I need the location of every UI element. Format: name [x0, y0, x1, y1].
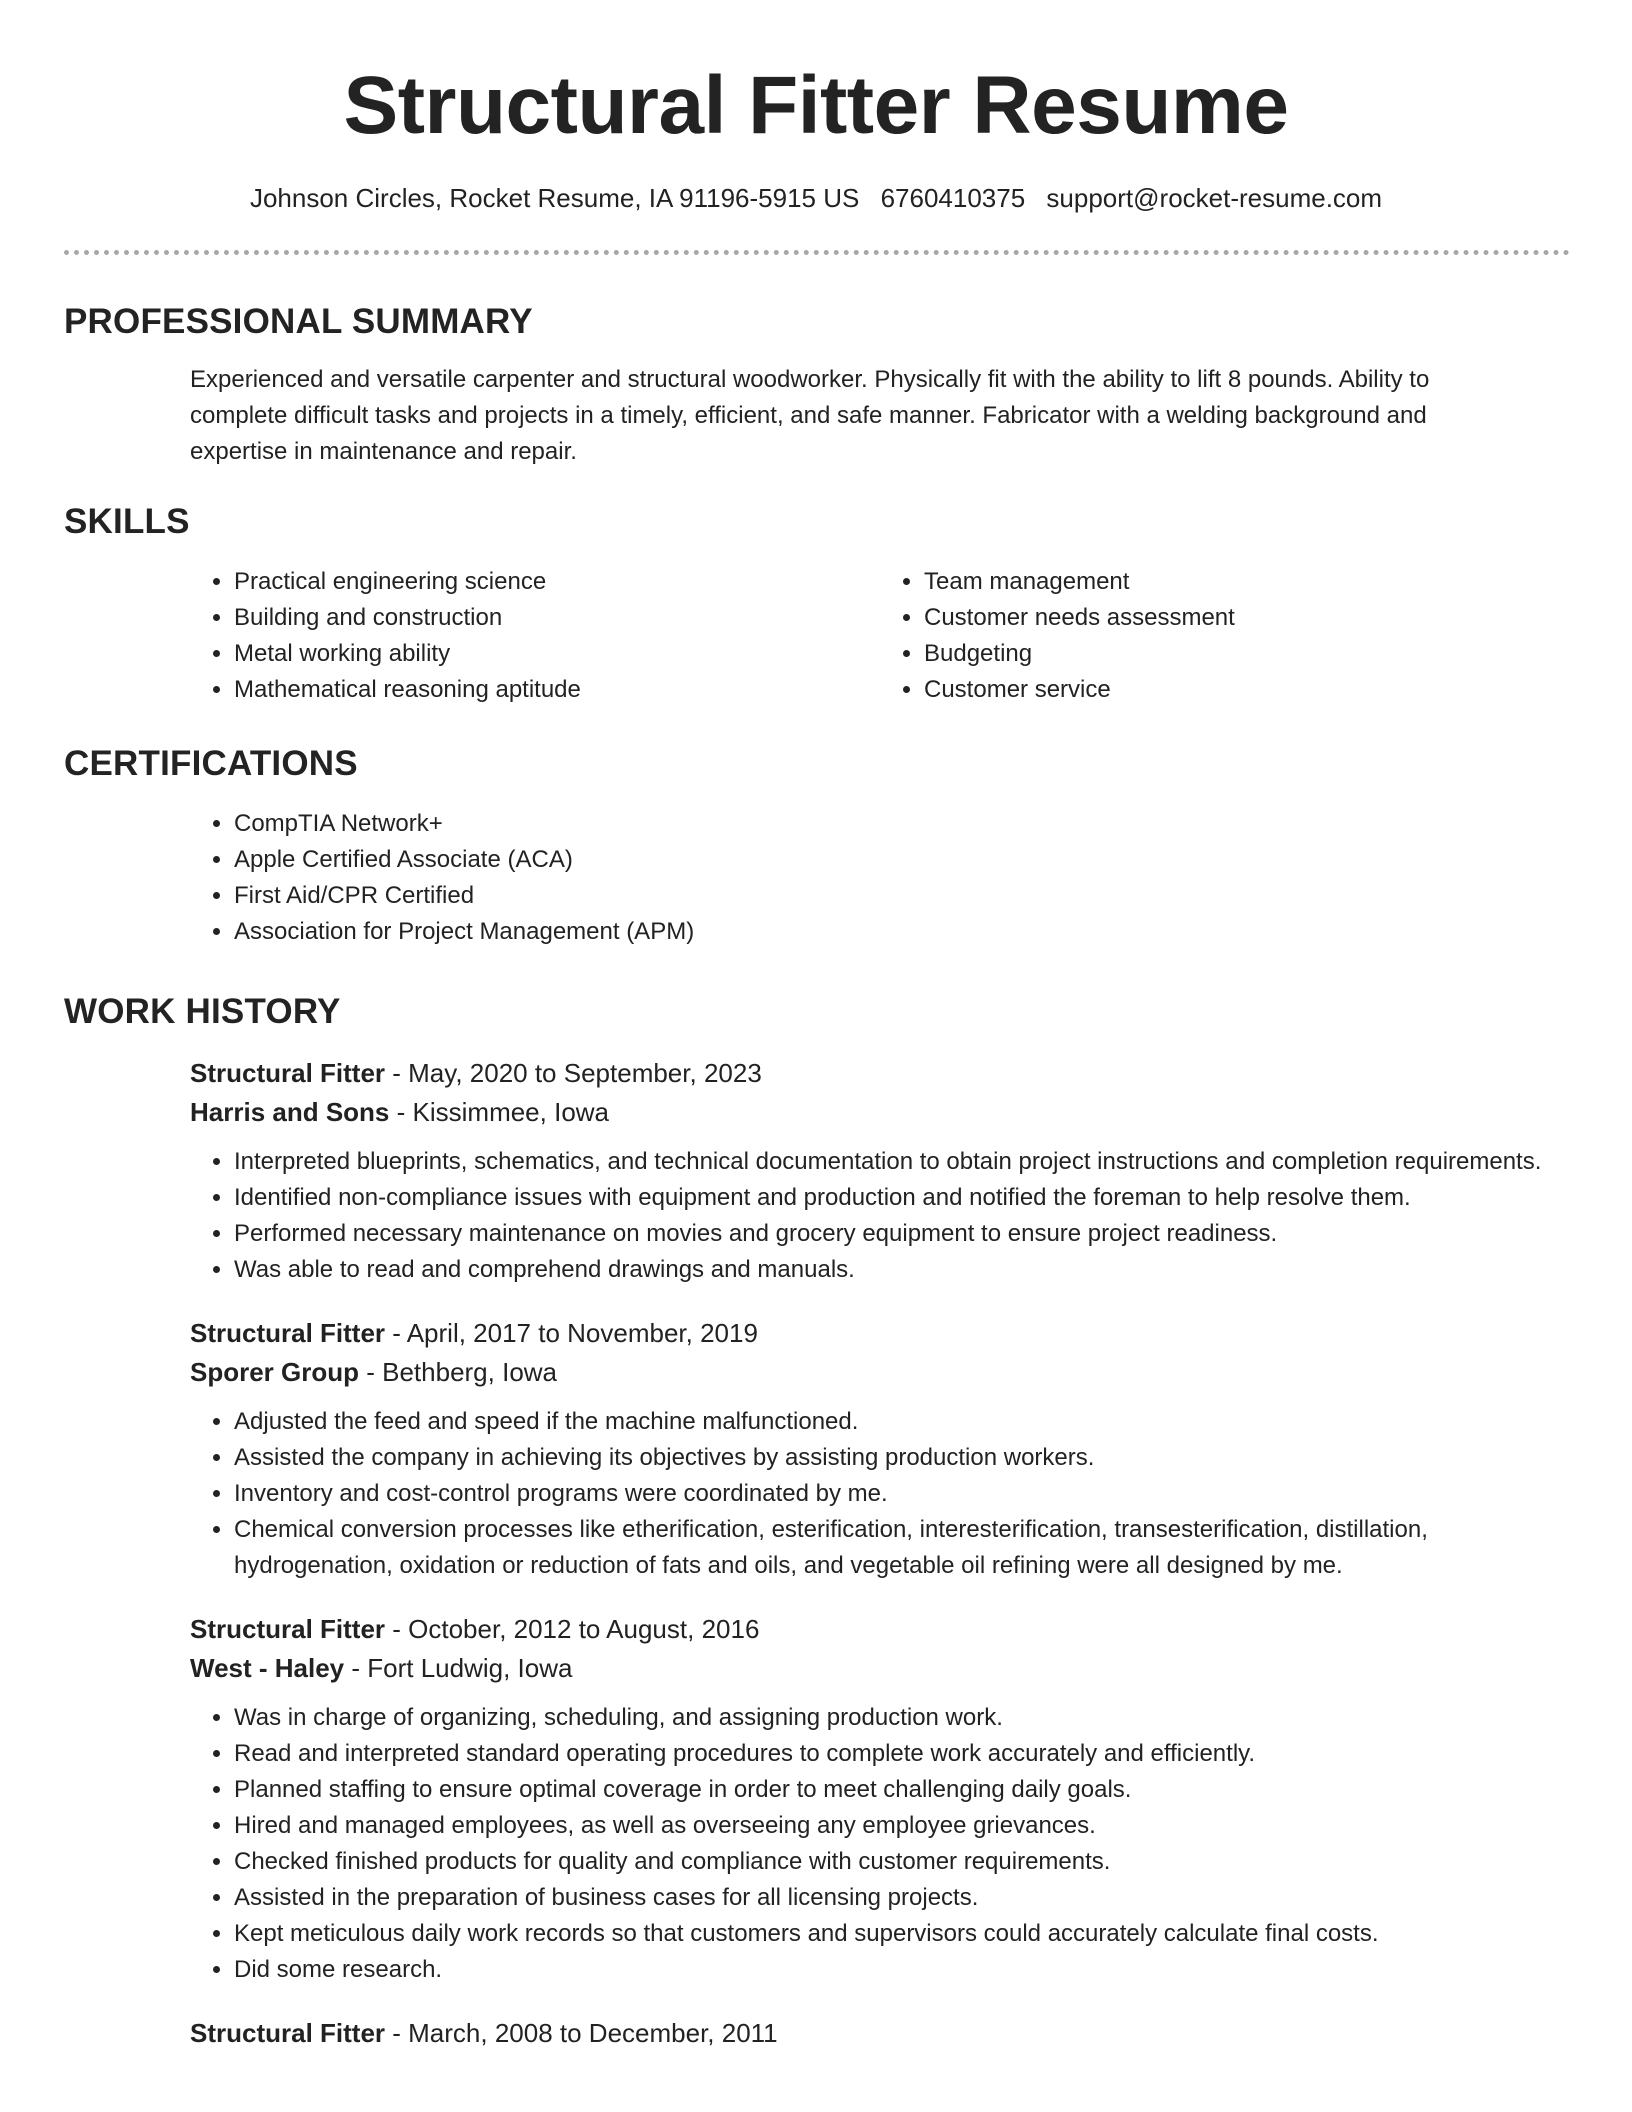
- job-title: Structural Fitter: [190, 1614, 386, 1644]
- job-bullet: • Performed necessary maintenance on movies and grocery equipment to ensure project readiness.: [234, 1216, 1570, 1252]
- certifications-heading: CERTIFICATIONS: [64, 744, 358, 783]
- skill-item: • Building and construction: [234, 600, 880, 636]
- job-bullet: • Read and interpreted standard operating procedures to complete work accurately and efficiently.: [234, 1736, 1570, 1772]
- skill-item: • Customer needs assessment: [924, 600, 1570, 636]
- job-dates: - October, 2012 to August, 2016: [385, 1614, 760, 1644]
- job-location: - Bethberg, Iowa: [359, 1357, 558, 1387]
- job-title-line: [190, 1314, 1570, 1353]
- job-bullet: • Identified non-compliance issues with equipment and production and notified the foreman to help resolve them.: [234, 1180, 1570, 1216]
- job-bullet: • Adjusted the feed and speed if the machine malfunctioned.: [234, 1404, 1570, 1440]
- job-company-line: [190, 1093, 1570, 1132]
- job-location: - Fort Ludwig, Iowa: [344, 1653, 573, 1683]
- job-dates: - March, 2008 to December, 2011: [385, 2018, 778, 2048]
- skills-section: [64, 492, 1570, 708]
- job-bullet: • Assisted the company in achieving its objectives by assisting production workers.: [234, 1440, 1570, 1476]
- job-bullet: • Assisted in the preparation of business cases for all licensing projects.: [234, 1880, 1570, 1916]
- contact-address: Johnson Circles, Rocket Resume, IA 91196-5915 US: [249, 183, 860, 213]
- job-bullet: • Did some research.: [234, 1952, 1570, 1988]
- job-bullet: • Planned staffing to ensure optimal coverage in order to meet challenging daily goals.: [234, 1772, 1570, 1808]
- job-title-line: [190, 1054, 1570, 1093]
- skills-heading: SKILLS: [64, 502, 190, 541]
- job-title-line: [190, 2014, 1570, 2053]
- job-title: Structural Fitter: [190, 1058, 386, 1088]
- resume-body: [64, 292, 1570, 2053]
- work-history-section: [64, 982, 1570, 2053]
- certification-item: • Association for Project Management (APM): [234, 914, 1570, 950]
- summary-text: Experienced and versatile carpenter and structural woodworker. Physically fit with the ability to lift 8 pounds. Ability to complete difficult tasks and projects in a timely, efficient, and safe manner. Fabricator with a welding background and expertise in maintenance and repair.: [190, 366, 1430, 465]
- job-bullet: • Was in charge of organizing, scheduling, and assigning production work.: [234, 1700, 1570, 1736]
- skills-columns: [190, 564, 1570, 708]
- skill-item: • Metal working ability: [234, 636, 880, 672]
- job-company-line: [190, 1353, 1570, 1392]
- work-history-heading: WORK HISTORY: [64, 992, 341, 1031]
- job-title: Structural Fitter: [190, 2018, 386, 2048]
- job-title-line: [190, 1610, 1570, 1649]
- job-entry: [190, 1314, 1570, 1584]
- job-title: Structural Fitter: [190, 1318, 386, 1348]
- certification-item: • Apple Certified Associate (ACA): [234, 842, 1570, 878]
- job-company: West - Haley: [190, 1653, 345, 1683]
- skill-item: • Budgeting: [924, 636, 1570, 672]
- skill-item: • Customer service: [924, 672, 1570, 708]
- contact-line: [0, 180, 1632, 216]
- job-bullet: • Checked finished products for quality and compliance with customer requirements.: [234, 1844, 1570, 1880]
- job-company: Sporer Group: [190, 1357, 360, 1387]
- job-bullets: [190, 1144, 1570, 1288]
- contact-phone: 6760410375: [880, 183, 1026, 213]
- certifications-section: [64, 734, 1570, 950]
- skills-list-right: [880, 564, 1570, 708]
- skills-list-left: [190, 564, 880, 708]
- job-entry: [190, 1054, 1570, 1288]
- certification-item: • CompTIA Network+: [234, 806, 1570, 842]
- job-dates: - April, 2017 to November, 2019: [385, 1318, 758, 1348]
- skill-item: • Team management: [924, 564, 1570, 600]
- job-bullet: • Was able to read and comprehend drawings and manuals.: [234, 1252, 1570, 1288]
- certifications-block: [190, 806, 1570, 950]
- job-company-line: [190, 1649, 1570, 1688]
- job-bullet: • Interpreted blueprints, schematics, and technical documentation to obtain project instructions and completion requirements.: [234, 1144, 1570, 1180]
- job-entry: [190, 2014, 1570, 2053]
- job-company: Harris and Sons: [190, 1097, 390, 1127]
- summary-heading: PROFESSIONAL SUMMARY: [64, 302, 533, 341]
- job-bullet: • Hired and managed employees, as well as overseeing any employee grievances.: [234, 1808, 1570, 1844]
- contact-email: support@rocket-resume.com: [1046, 183, 1383, 213]
- summary-section: [64, 292, 1570, 470]
- job-bullet: • Chemical conversion processes like etherification, esterification, interesterification, transesterification, distillation, hydrogenation, oxidation or reduction of fats and oils, and vegetable oil refining were all designed by me.: [234, 1512, 1570, 1584]
- job-bullets: [190, 1404, 1570, 1584]
- job-bullet: • Kept meticulous daily work records so that customers and supervisors could accurately calculate final costs.: [234, 1916, 1570, 1952]
- dotted-divider: [64, 250, 1570, 255]
- job-dates: - May, 2020 to September, 2023: [385, 1058, 762, 1088]
- job-entry: [190, 1610, 1570, 1988]
- certifications-list: [190, 806, 1570, 950]
- job-bullets: [190, 1700, 1570, 1988]
- skill-item: • Mathematical reasoning aptitude: [234, 672, 880, 708]
- job-location: - Kissimmee, Iowa: [389, 1097, 610, 1127]
- resume-title: Structural Fitter Resume: [343, 60, 1289, 151]
- skill-item: • Practical engineering science: [234, 564, 880, 600]
- certification-item: • First Aid/CPR Certified: [234, 878, 1570, 914]
- job-bullet: • Inventory and cost-control programs were coordinated by me.: [234, 1476, 1570, 1512]
